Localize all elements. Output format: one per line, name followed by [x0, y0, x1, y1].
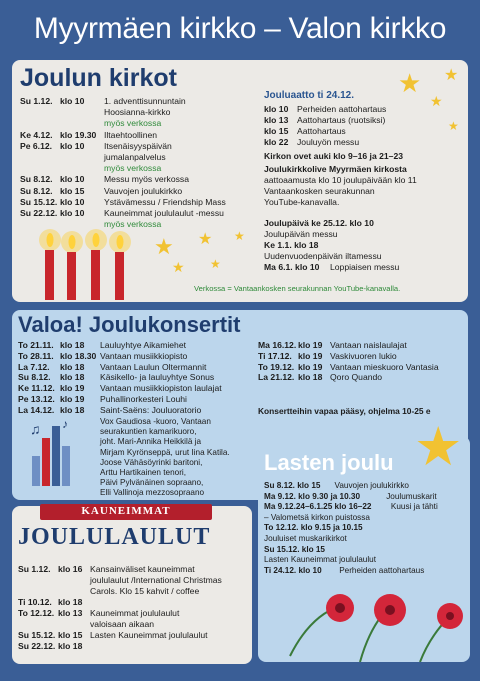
child-event-name: Joulumuskarit: [386, 491, 437, 501]
eve-time: klo 22: [264, 137, 289, 147]
service-time: klo 10: [60, 140, 85, 151]
child-event-name: – Valometsä kirkon puistossa: [264, 512, 370, 522]
christmas-churches-heading: Joulun kirkot: [20, 64, 177, 92]
church-open-hours: Kirkon ovet auki klo 9–16 ja 21–23: [264, 151, 404, 161]
concert-date: Ma 16.12.: [258, 340, 297, 350]
oratorio-performer-line: Mirjam Kyrönseppä, urut Iina Katila.: [100, 447, 230, 457]
new-year-service: Uudenvuodenpäivän iltamessu: [264, 251, 382, 261]
new-year-date: Ma 6.1. klo 10: [264, 262, 320, 272]
oratorio-performer-line: joht. Mari-Annika Heikkilä ja: [100, 437, 202, 447]
service-name: Messu myös verkossa: [104, 174, 190, 185]
service-time: klo 15: [60, 185, 85, 196]
star-icon: ★: [444, 67, 459, 84]
concert-name: Puhallinorkesteri Louhi: [100, 394, 187, 404]
service-time: klo 10: [60, 174, 85, 185]
concert-time: klo 19: [298, 340, 323, 350]
carol-time: klo 18: [58, 641, 83, 651]
child-event-date: To 12.12. klo 9.15 ja 10.15: [264, 523, 363, 533]
concert-time: klo 18: [60, 372, 85, 383]
concert-time: klo 19: [298, 350, 323, 361]
free-entry-note: Konsertteihin vapaa pääsy, ohjelma 10-25 e: [258, 406, 431, 416]
child-event-date: Su 8.12. klo 15: [264, 481, 321, 490]
lily-icon: [374, 594, 406, 626]
oratorio-performer-line: Elli Vallinoja mezzosopraano: [100, 488, 205, 498]
candle-icon: [109, 231, 131, 300]
christmas-eve-heading: Jouluaatto ti 24.12.: [264, 90, 355, 101]
carol-date: Su 1.12.: [18, 564, 51, 574]
carols-logo-bottom: JOULULAULUT: [18, 524, 211, 550]
child-event-name: Vauvojen joulukirkko: [334, 481, 409, 490]
concert-date: Pe 13.12.: [18, 394, 55, 404]
new-year-date: Ke 1.1. klo 18: [264, 240, 319, 250]
concert-time: klo 18.30: [60, 350, 97, 361]
service-time: klo 10: [60, 96, 85, 106]
oratorio-performer-line: Vox Gaudiosa -kuoro, Vantaan: [100, 417, 211, 426]
concert-name: Vantaan mieskuoro Vantasia: [330, 361, 439, 372]
star-icon: ★: [234, 229, 245, 243]
candles-illustration: [34, 228, 144, 300]
concert-time: klo 18: [60, 404, 85, 415]
new-year-service: Loppiaisen messu: [330, 262, 400, 272]
eve-service: Jouluyön messu: [297, 137, 360, 147]
child-event-name: Kuusi ja tähti: [390, 502, 438, 512]
live-stream-line: YouTube-kanavalla.: [264, 197, 340, 207]
concert-date: To 19.12.: [258, 361, 295, 372]
concert-time: klo 19: [60, 394, 85, 404]
christmas-day-heading: Joulupäivä ke 25.12. klo 10: [264, 218, 374, 228]
service-name: myös verkossa: [104, 163, 162, 174]
eve-service: Aattohartaus: [297, 126, 346, 136]
concert-date: La 14.12.: [18, 404, 55, 415]
concert-name: Saint-Saëns: Jouluoratorio: [100, 404, 202, 415]
concert-date: Ti 17.12.: [258, 350, 292, 361]
christmas-carols-panel: [12, 506, 252, 664]
service-name: 1. adventtisunnuntain: [104, 96, 186, 106]
svg-text:♪: ♪: [62, 417, 68, 431]
service-date: Su 8.12.: [20, 185, 53, 196]
concert-name: Qoro Quando: [330, 372, 383, 383]
carol-time: klo 16: [58, 564, 83, 574]
carol-date: Su 15.12.: [18, 630, 56, 640]
service-name: Kauneimmat joululaulut -messu: [104, 208, 224, 218]
concert-name: Vantaan naislaulajat: [330, 340, 407, 350]
city-music-illustration: [26, 416, 78, 490]
concert-time: klo 18: [60, 340, 85, 350]
candle-icon: [61, 231, 83, 300]
concert-date: To 28.11.: [18, 350, 54, 361]
star-icon: ★: [448, 119, 459, 133]
christmas-day-mass: Joulupäivän messu: [264, 229, 338, 239]
candle-icon: [39, 229, 61, 300]
carol-event: valoisaan aikaan: [90, 619, 155, 629]
carol-date: To 12.12.: [18, 608, 55, 618]
service-name: Hoosianna-kirkko: [104, 107, 171, 118]
service-name: Itsenäisyyspäivän: [104, 140, 172, 151]
big-star-icon: ★: [414, 417, 463, 477]
service-name: Vauvojen joulukirkko: [104, 185, 183, 196]
child-event-date: Ti 24.12. klo 10: [264, 565, 322, 575]
service-time: klo 10: [60, 196, 85, 207]
eve-time: klo 13: [264, 115, 289, 125]
lilies-illustration: [280, 586, 470, 662]
eve-time: klo 10: [264, 104, 289, 114]
eve-time: klo 15: [264, 126, 289, 136]
star-icon: ★: [430, 93, 443, 109]
carol-event: joululaulut /International Christmas: [90, 575, 222, 585]
live-stream-line: Vantaankosken seurakunnan: [264, 186, 375, 196]
star-icon: ★: [198, 231, 213, 248]
concert-name: Vantaan Laulun Oltermannit: [100, 361, 207, 372]
service-date: Su 15.12.: [20, 196, 58, 207]
concert-date: Su 8.12.: [18, 372, 51, 383]
carol-date: Ti 10.12.: [18, 597, 52, 607]
concert-name: Vantaan musiikkiopiston laulajat: [100, 383, 222, 394]
eve-service: Aattohartaus (ruotsiksi): [297, 115, 386, 125]
oratorio-performer-line: seurakuntien kamarikuoro,: [100, 427, 197, 437]
child-event-name: Jouluiset muskarikirkot: [264, 534, 347, 543]
service-name: Ystävämessu / Friendship Mass: [104, 196, 226, 207]
page-title: Myyrmäen kirkko – Valon kirkko: [33, 12, 447, 45]
live-stream-line: aattoaamusta klo 10 joulupäivään klo 11: [264, 175, 417, 185]
concert-name: Vaskivuoren lukio: [330, 350, 397, 361]
service-time: klo 19.30: [60, 129, 97, 140]
live-stream-heading: Joulukirkkolive Myyrmäen kirkosta: [264, 164, 407, 174]
carol-time: klo 13: [58, 608, 83, 618]
carol-event: Lasten Kauneimmat joululaulut: [90, 630, 208, 640]
svg-text:♫: ♫: [30, 421, 41, 437]
star-icon: ★: [154, 234, 174, 259]
lily-icon: [326, 594, 354, 622]
star-icon: ★: [398, 68, 422, 98]
lily-icon: [437, 603, 463, 629]
carol-time: klo 15: [58, 630, 83, 640]
eve-service: Perheiden aattohartaus: [297, 104, 387, 114]
service-name: Iltaehtoollinen: [104, 129, 158, 140]
service-name: myös verkossa: [104, 118, 162, 129]
service-name: jumalanpalvelus: [104, 152, 166, 162]
service-date: Ke 4.12.: [20, 129, 53, 140]
service-time: klo 10: [60, 208, 85, 218]
service-name: myös verkossa: [104, 219, 162, 230]
child-event-date: Ma 9.12. klo 9.30 ja 10.30: [264, 491, 361, 501]
service-date: Su 1.12.: [20, 96, 53, 106]
oratorio-performer-line: Arttu Hartikainen tenori,: [100, 468, 187, 477]
oratorio-performer-line: Joose Vähäsöyrinki baritoni,: [100, 457, 203, 467]
service-date: Su 8.12.: [20, 174, 53, 185]
concert-time: klo 19: [298, 361, 323, 372]
concert-date: La 21.12.: [258, 372, 295, 383]
child-event-name: Lasten Kauneimmat joululaulut: [264, 555, 376, 565]
childrens-christmas-heading: Lasten joulu: [264, 450, 394, 475]
carol-event: Kauneimmat joululaulut: [90, 608, 180, 618]
oratorio-performer-line: Päivi Pylvänäinen sopraano,: [100, 478, 204, 488]
concert-time: klo 18: [60, 361, 85, 372]
concerts-heading: Valoa! Joulukonsertit: [18, 312, 241, 337]
concert-name: Lauluyhtye Aikamiehet: [100, 340, 186, 350]
star-icon: ★: [172, 259, 185, 275]
concert-date: Ke 11.12.: [18, 383, 55, 394]
child-event-name: Perheiden aattohartaus: [339, 565, 425, 575]
carol-event: Carols. Klo 15 kahvit / coffee: [90, 586, 200, 596]
candle-icon: [85, 229, 107, 300]
concert-time: klo 18: [298, 372, 323, 383]
concert-name: Käsikello- ja lauluyhtye Sonus: [100, 372, 215, 383]
christmas-churches-panel: [12, 60, 468, 302]
concert-time: klo 19: [60, 383, 85, 394]
concert-date: To 21.11.: [18, 340, 54, 350]
concert-name: Vantaan musiikkiopisto: [100, 350, 188, 361]
carol-date: Su 22.12.: [18, 641, 56, 651]
service-date: Su 22.12.: [20, 208, 58, 218]
concert-date: La 7.12.: [18, 361, 50, 372]
child-event-date: Ma 9.12.24–6.1.25 klo 16–22: [264, 502, 372, 512]
carols-logo-top: KAUNEIMMAT: [81, 505, 171, 517]
online-note: Verkossa = Vantaankosken seurakunnan YouTube-kanavalla.: [194, 284, 401, 293]
child-event-date: Su 15.12. klo 15: [264, 544, 325, 554]
service-date: Pe 6.12.: [20, 140, 53, 151]
carol-event: Kansainväliset kauneimmat: [90, 564, 195, 574]
star-icon: ★: [210, 257, 221, 271]
carol-time: klo 18: [58, 597, 83, 607]
